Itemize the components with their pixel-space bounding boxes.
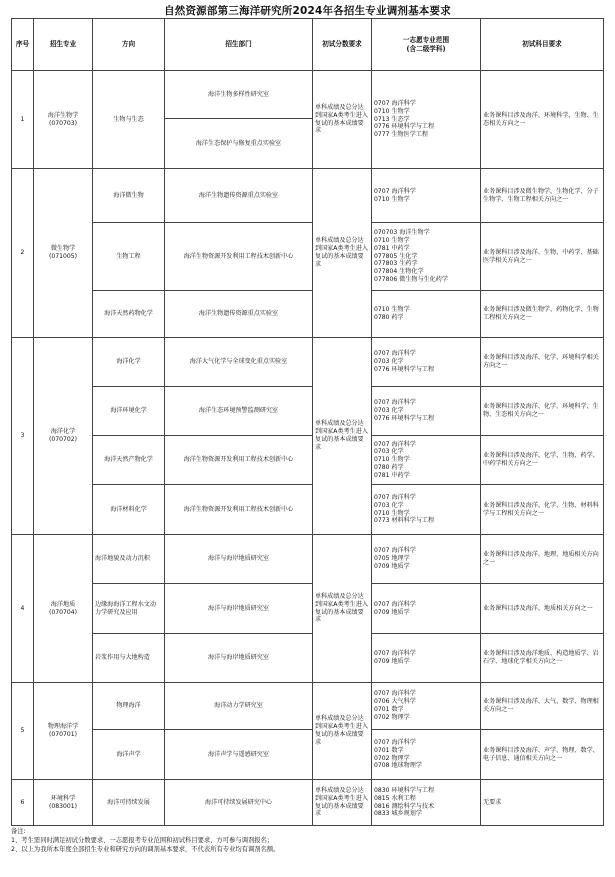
dept-cell: 海洋生物资源开发利用工程技术创新中心 bbox=[165, 485, 313, 535]
table-row bbox=[12, 291, 604, 338]
major-code-item: 0707 海洋科学 bbox=[374, 547, 416, 555]
score-req-cell: 单科成绩及总分达到国家A类考生进入复试的基本成绩要求 bbox=[313, 535, 372, 683]
major-scope-cell bbox=[372, 436, 481, 485]
major-code-item: 0710 生物学 bbox=[374, 509, 410, 517]
table-row bbox=[12, 169, 604, 223]
major-scope-cell bbox=[372, 291, 481, 338]
direction-cell: 海洋天然产物化学 bbox=[93, 436, 165, 485]
subject-req-cell: 业务课科目涉及海洋、化学、生物、材料科学与工程相关方向之一 bbox=[481, 485, 604, 535]
dept-cell: 海洋生态环境预警监测研究室 bbox=[165, 387, 313, 436]
major-scope-cell bbox=[372, 71, 481, 169]
dept-cell: 海洋生物遗传资源重点实验室 bbox=[165, 169, 313, 223]
direction-cell: 海洋可持续发展 bbox=[93, 780, 165, 826]
major-code: (083001) bbox=[48, 802, 78, 810]
table-header-row bbox=[12, 19, 604, 71]
major-code-item: 0703 化学 bbox=[374, 448, 404, 456]
dept-cell: 海洋生态保护与修复重点实验室 bbox=[165, 119, 313, 169]
direction-cell: 海洋地貌及动力沉积 bbox=[93, 535, 165, 584]
score-req-cell: 单科成绩及总分达到国家A类考生进入复试的基本成绩要求 bbox=[313, 71, 372, 169]
subject-req-cell: 业务课科目涉及海洋、化学、环境科学、生物、生态相关方向之一 bbox=[481, 387, 604, 436]
subject-req-cell: 业务课科目涉及海洋、大气、数学、物理相关方向之一 bbox=[481, 683, 604, 730]
major-code-item: 0781 中药学 bbox=[374, 471, 410, 479]
major-code-item: 0701 数学 bbox=[374, 746, 404, 754]
major-cell bbox=[34, 71, 93, 169]
major-code-item: 0709 地质学 bbox=[374, 608, 410, 616]
major-code-item: 070703 海洋生物学 bbox=[374, 229, 430, 237]
header-no: 序号 bbox=[12, 19, 34, 71]
major-code-item: 0710 生物学 bbox=[374, 306, 410, 314]
direction-cell: 海洋天然药物化学 bbox=[93, 291, 165, 338]
major-code-item: 0702 物理学 bbox=[374, 754, 410, 762]
direction-cell: 岩浆作用与大地构造 bbox=[93, 634, 165, 683]
score-req-cell: 单科成绩及总分达到国家A类考生进入复试的基本成绩要求 bbox=[313, 338, 372, 535]
major-name: 环境科学 bbox=[50, 794, 76, 802]
major-code-item: 0833 城乡规划学 bbox=[374, 810, 422, 818]
dept-cell: 海洋与海岸地质研究室 bbox=[165, 584, 313, 634]
major-code-item: 0703 化学 bbox=[374, 358, 404, 366]
page-title: 自然资源部第三海洋研究所2024年各招生专业调剂基本要求 bbox=[164, 5, 451, 17]
major-cell bbox=[34, 535, 93, 683]
major-code-item: 0707 海洋科学 bbox=[374, 440, 416, 448]
major-code-item: 0707 海洋科学 bbox=[374, 100, 416, 107]
major-code-item: 077803 生药学 bbox=[374, 260, 418, 268]
direction-cell: 生物与生态 bbox=[93, 71, 165, 169]
direction-cell: 海洋声学 bbox=[93, 730, 165, 780]
dept-cell: 海洋生物资源开发利用工程技术创新中心 bbox=[165, 436, 313, 485]
notes-label: 备注: bbox=[11, 828, 26, 835]
header-major: 招生专业 bbox=[34, 19, 93, 71]
major-cell bbox=[34, 338, 93, 535]
major-cell bbox=[34, 780, 93, 826]
major-code-item: 0707 海洋科学 bbox=[374, 350, 416, 358]
major-code-item: 0708 地球物理学 bbox=[374, 762, 422, 770]
table-row bbox=[12, 634, 604, 683]
direction-cell: 物理海洋 bbox=[93, 683, 165, 730]
major-code-item: 0776 环境科学与工程 bbox=[374, 414, 435, 422]
subject-req-cell: 业务课科目涉及海洋地质、构造地质学、岩石学、地球化学相关方向之一 bbox=[481, 634, 604, 683]
table-row bbox=[12, 436, 604, 485]
row-no: 6 bbox=[12, 780, 34, 826]
major-code-item: 0709 地质学 bbox=[374, 658, 410, 665]
table-row bbox=[12, 730, 604, 780]
major-code-item: 0780 药学 bbox=[374, 463, 404, 471]
major-code: (071005) bbox=[48, 253, 78, 260]
header-score-req: 初试分数要求 bbox=[313, 19, 372, 71]
header-major-scope bbox=[372, 19, 481, 71]
score-req-cell: 单科成绩及总分达到国家A类考生进入复试的基本成绩要求 bbox=[313, 780, 372, 826]
row-no: 3 bbox=[12, 338, 34, 535]
subject-req-cell: 业务课科目涉及海洋、化学、生物、药学、中药学相关方向之一 bbox=[481, 436, 604, 485]
dept-cell: 海洋动力学研究室 bbox=[165, 683, 313, 730]
major-code-item: 0781 中药学 bbox=[374, 244, 410, 252]
major-code-item: 0710 生物学 bbox=[374, 195, 410, 203]
major-code-item: 0703 化学 bbox=[374, 501, 404, 509]
direction-cell: 海洋环境化学 bbox=[93, 387, 165, 436]
note-item: 1、考生需同时满足初试分数要求、一志愿报考专业范围和初试科目要求，方可参与调剂报名； bbox=[11, 837, 274, 845]
row-no: 5 bbox=[12, 683, 34, 780]
major-name: 海洋地质 bbox=[50, 600, 76, 608]
direction-cell: 海洋材料化学 bbox=[93, 485, 165, 535]
direction-cell: 边缘海海洋工程水文动力学研究及应用 bbox=[93, 584, 165, 634]
note-item: 2、以上为我所本年度全部招生专业和研究方向的调剂基本要求，不代表所有专业均有调剂名额。 bbox=[11, 846, 280, 854]
major-name: 海洋化学 bbox=[50, 428, 76, 436]
major-code-item: 0707 海洋科学 bbox=[374, 493, 416, 501]
major-code-item: 0707 海洋科学 bbox=[374, 690, 416, 698]
major-code: (070703) bbox=[48, 119, 78, 127]
major-scope-cell bbox=[372, 683, 481, 730]
major-scope-cell bbox=[372, 338, 481, 387]
major-code-item: 0815 水利工程 bbox=[374, 794, 416, 802]
score-req-cell: 单科成绩及总分达到国家A类考生进入复试的基本成绩要求 bbox=[313, 169, 372, 338]
score-req-cell: 单科成绩及总分达到国家A类考生进入复试的基本成绩要求 bbox=[313, 683, 372, 780]
subject-req-cell: 业务课科目涉及海洋、化学、环境科学相关方向之一 bbox=[481, 338, 604, 387]
subject-req-cell: 业务课科目涉及海洋、生物、中药学、基础医学相关方向之一 bbox=[481, 223, 604, 291]
major-code-item: 0707 海洋科学 bbox=[374, 738, 416, 746]
adjustment-requirements-table bbox=[11, 18, 604, 826]
dept-cell: 海洋与海岸地质研究室 bbox=[165, 535, 313, 584]
dept-cell: 海洋与海岸地质研究室 bbox=[165, 634, 313, 683]
major-cell bbox=[34, 683, 93, 780]
dept-cell: 海洋可持续发展研究中心 bbox=[165, 780, 313, 826]
table-row bbox=[12, 223, 604, 291]
major-code-item: 077806 微生物与生化药学 bbox=[374, 275, 448, 283]
major-code-item: 0773 材料科学与工程 bbox=[374, 517, 435, 525]
table-row bbox=[12, 584, 604, 634]
table-row bbox=[12, 338, 604, 387]
notes bbox=[11, 827, 603, 854]
major-scope-cell bbox=[372, 634, 481, 683]
major-code-item: 0710 生物学 bbox=[374, 107, 410, 115]
major-name: 海洋生物学 bbox=[47, 111, 79, 119]
subject-req-cell: 无要求 bbox=[481, 780, 604, 826]
dept-cell: 海洋大气化学与全球变化重点实验室 bbox=[165, 338, 313, 387]
major-code: (070701) bbox=[48, 731, 78, 738]
major-code-item: 0706 大气科学 bbox=[374, 698, 416, 706]
dept-cell: 海洋生物多样性研究室 bbox=[165, 71, 313, 119]
table-row bbox=[12, 387, 604, 436]
major-code-item: 0776 环境科学与工程 bbox=[374, 365, 435, 373]
major-code-item: 0780 药学 bbox=[374, 314, 404, 321]
major-code-item: 0713 生态学 bbox=[374, 115, 410, 123]
major-cell bbox=[34, 169, 93, 338]
major-code-item: 0709 地质学 bbox=[374, 562, 410, 570]
major-code: (070702) bbox=[48, 436, 78, 443]
subject-req-cell: 业务课科目涉及微生物学、生物化学、分子生物学、生物工程相关方向之一 bbox=[481, 169, 604, 223]
dept-cell: 海洋生物遗传资源重点实验室 bbox=[165, 291, 313, 338]
major-code-item: 0830 环境科学与工程 bbox=[374, 786, 435, 794]
table-row bbox=[12, 683, 604, 730]
major-code-item: 0707 海洋科学 bbox=[374, 600, 416, 608]
dept-cell: 海洋声学与遥感研究室 bbox=[165, 730, 313, 780]
major-code-item: 0816 测绘科学与技术 bbox=[374, 802, 435, 810]
dept-cell: 海洋生物资源开发利用工程技术创新中心 bbox=[165, 223, 313, 291]
table-row bbox=[12, 535, 604, 584]
major-name: 物理海洋学 bbox=[47, 723, 79, 731]
direction-cell: 生物工程 bbox=[93, 223, 165, 291]
header-subject-req: 初试科目要求 bbox=[481, 19, 604, 71]
header-dept: 招生部门 bbox=[165, 19, 313, 71]
subject-req-cell: 业务课科目涉及微生物学、药物化学、生物工程相关方向之一 bbox=[481, 291, 604, 338]
major-name: 微生物学 bbox=[50, 245, 76, 253]
row-no: 4 bbox=[12, 535, 34, 683]
major-code-item: 0710 生物学 bbox=[374, 456, 410, 464]
direction-cell: 海洋化学 bbox=[93, 338, 165, 387]
major-scope-cell bbox=[372, 780, 481, 826]
major-code-item: 077805 生化学 bbox=[374, 252, 418, 260]
major-code-item: 0777 生物医学工程 bbox=[374, 131, 429, 139]
major-scope-cell bbox=[372, 730, 481, 780]
row-no: 1 bbox=[12, 71, 34, 169]
header-direction: 方向 bbox=[93, 19, 165, 71]
major-code-item: 0710 生物学 bbox=[374, 237, 410, 244]
major-scope-cell bbox=[372, 223, 481, 291]
major-code-item: 0707 海洋科学 bbox=[374, 399, 416, 407]
major-scope-cell bbox=[372, 485, 481, 535]
major-code-item: 0702 物理学 bbox=[374, 713, 410, 721]
direction-cell: 海洋微生物 bbox=[93, 169, 165, 223]
major-scope-cell bbox=[372, 535, 481, 584]
major-code-item: 0707 海洋科学 bbox=[374, 650, 416, 658]
major-code-item: 0705 地理学 bbox=[374, 555, 410, 563]
major-code-item: 0776 环境科学与工程 bbox=[374, 123, 435, 131]
subject-req-cell: 业务课科目涉及海洋、地理、地质相关方向之一 bbox=[481, 535, 604, 584]
subject-req-cell: 业务课科目涉及海洋、声学、物理、数学、电子信息、通信相关方向之一 bbox=[481, 730, 604, 780]
major-scope-cell bbox=[372, 584, 481, 634]
row-no: 2 bbox=[12, 169, 34, 338]
major-code-item: 077804 生物化学 bbox=[374, 268, 424, 276]
table-row bbox=[12, 71, 604, 119]
table-row bbox=[12, 780, 604, 826]
header-major-scope-line2: (含二级学科) bbox=[406, 44, 446, 53]
major-code-item: 0703 化学 bbox=[374, 407, 404, 415]
major-scope-cell bbox=[372, 387, 481, 436]
header-major-scope-line1: 一志愿专业范围 bbox=[402, 36, 450, 45]
major-scope-cell bbox=[372, 169, 481, 223]
major-code: (070704) bbox=[48, 608, 78, 616]
major-code-item: 0701 数学 bbox=[374, 706, 404, 713]
table-row bbox=[12, 485, 604, 535]
major-code-item: 0707 海洋科学 bbox=[374, 187, 416, 195]
subject-req-cell: 业务课科目涉及海洋、地质相关方向之一 bbox=[481, 584, 604, 634]
subject-req-cell: 业务课科目涉及海洋、环境科学、生物、生态相关方向之一 bbox=[481, 71, 604, 169]
